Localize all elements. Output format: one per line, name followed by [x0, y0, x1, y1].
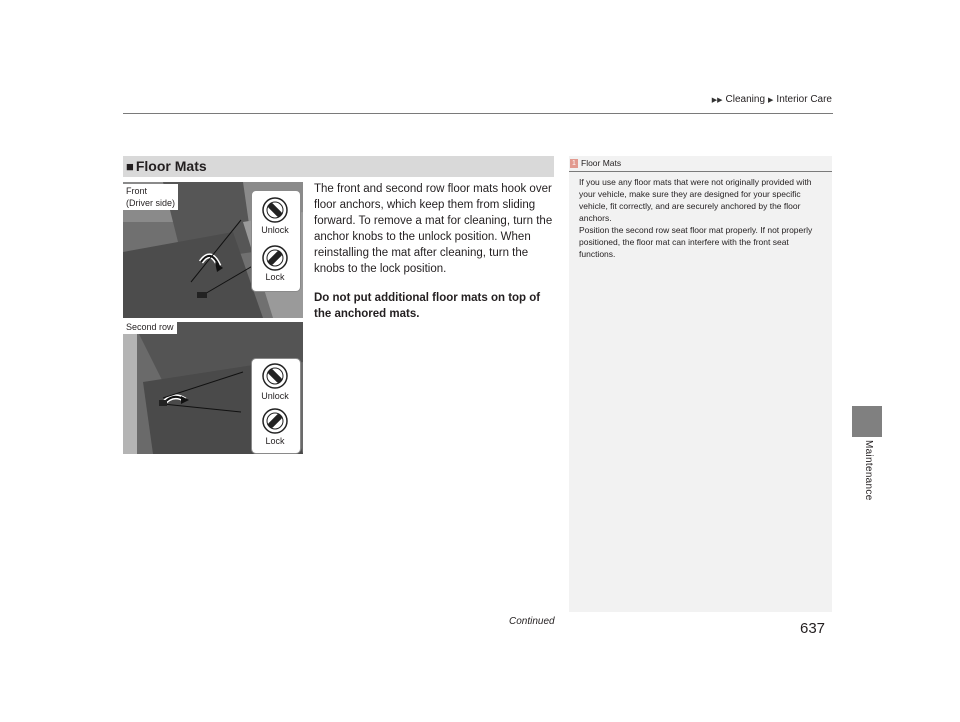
reference-badge-icon: 1	[570, 159, 578, 168]
side-note-heading	[570, 158, 621, 168]
chapter-tab-label: Maintenance	[863, 440, 874, 501]
header-divider	[123, 113, 833, 114]
unlock-knob-icon	[261, 196, 289, 224]
second-row-lock-label: Lock	[265, 436, 285, 446]
square-bullet-icon: ■	[126, 158, 134, 174]
side-note-divider	[569, 171, 832, 172]
chapter-tab[interactable]	[852, 406, 882, 437]
unlock-knob-icon	[261, 362, 289, 390]
breadcrumb	[712, 94, 832, 105]
side-note-body	[579, 176, 827, 260]
breadcrumb-subsection[interactable]: Interior Care	[776, 94, 832, 105]
second-row-unlock-label: Unlock	[261, 391, 289, 401]
floor-mat-figure	[123, 182, 303, 454]
second-row-label: Second row	[123, 320, 177, 334]
warning-paragraph: Do not put additional floor mats on top of the anchored mats.	[314, 292, 541, 320]
front-label: Front (Driver side)	[123, 184, 178, 210]
instruction-paragraph: The front and second row floor mats hook over floor anchors, which keep them from sliding forward. To remove a mat for cleaning, turn the anchor knobs to the unlock position. When reinstalling the mat after cleaning, turn the knobs to the lock position.	[314, 183, 553, 275]
side-note-paragraph: If you use any floor mats that were not originally provided with your vehicle, make sure they are designed for your specific vehicle, fit correctly, and are securely anchored by the floor anchors.	[579, 177, 812, 223]
lock-knob-icon	[261, 407, 289, 435]
side-note-paragraph: Position the second row seat floor mat properly. If not properly positioned, the floor mat can interfere with the front seat functions.	[579, 225, 813, 259]
front-unlock-label: Unlock	[261, 225, 289, 235]
triangle-arrow-icon: ▶	[768, 96, 774, 104]
lock-knob-icon	[261, 244, 289, 272]
front-lock-label: Lock	[265, 272, 285, 282]
section-heading	[126, 158, 207, 174]
section-title: Floor Mats	[135, 158, 207, 174]
breadcrumb-section[interactable]: Cleaning	[725, 94, 766, 105]
continued-label: Continued	[509, 616, 555, 627]
page-number: 637	[800, 620, 826, 637]
side-note-title: Floor Mats	[581, 158, 622, 168]
triangle-arrow-icon: ▶▶	[711, 96, 723, 104]
